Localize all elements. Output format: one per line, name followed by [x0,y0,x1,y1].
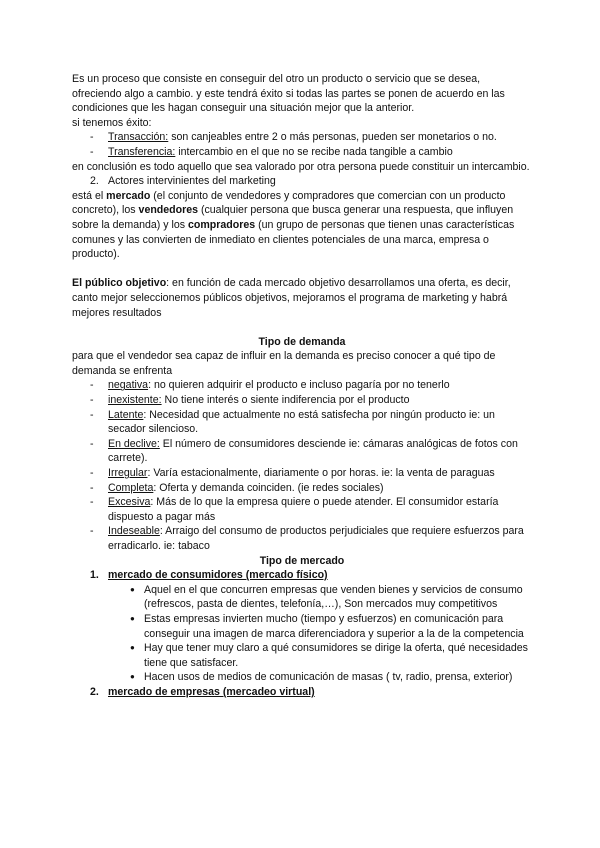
list-item: ● Hacen usos de medios de comunicación de masas ( tv, radio, prensa, exterior) [72,670,532,685]
mercado-consumidores-list [72,583,532,685]
publico-paragraph: El público objetivo: en función de cada mercado objetivo desarrollamos una oferta, es decir, canto mejor seleccionemos públicos objetivos, mejoramos el programa de marketing y habrá mejores resultados [72,277,511,319]
mercado-title: Tipo de mercado [259,554,345,567]
mercado-empresas-heading: 2. mercado de empresas (mercadeo virtual) [90,685,315,698]
list-item: ● Hay que tener muy claro a qué consumidores se dirige la oferta, qué necesidades tiene que satisfacer. [72,641,532,670]
list-item: - Irregular: Varía estacionalmente, diariamente o por horas. ie: la venta de paraguas [72,466,532,481]
list-item: - Excesiva: Más de lo que la empresa quiere o puede atender. El consumidor estaría dispuesto a pagar más [72,495,532,524]
list-item: - Completa: Oferta y demanda coinciden. (ie redes sociales) [72,481,532,496]
actores-heading: 2. Actores intervinientes del marketing [90,175,276,188]
list-item: ● Estas empresas invierten mucho (tiempo y esfuerzos) en comunicación para conseguir una imagen de marca diferenciadora y superior a la de la competencia [72,612,532,641]
conclusion-paragraph: en conclusión es todo aquello que sea valorado por otra persona puede constituir un intercambio. [72,160,530,173]
list-item: - Indeseable: Arraigo del consumo de productos perjudiciales que requiere esfuerzos para erradicarlo. ie: tabaco [72,524,532,553]
demanda-intro: para que el vendedor sea capaz de influir en la demanda es preciso conocer a qué tipo de demanda se enfrenta [72,350,496,377]
intro-paragraph: Es un proceso que consiste en conseguir del otro un producto o servicio que se desea, ofreciendo algo a cambio. y este tendrá éxito si todas las partes se ponen de acuerdo en las condiciones que les hagan conseguir una situación mejor que la anterior. [72,73,505,115]
demanda-list [72,378,532,553]
actores-paragraph: está el mercado (el conjunto de vendedores y compradores que comercian con un producto concreto), los vendedores (cualquier persona que busca generar una respuesta, que influyen sobre la demanda) y los compradores (un grupo de personas que tienen unas características comunes y las convierten de inmediato en clientes potenciales de una marca, empresa o producto). [72,189,515,261]
exito-list [72,130,532,159]
document-body [72,72,532,700]
mercado-consumidores-heading: 1. mercado de consumidores (mercado físico) [90,569,328,582]
list-item: - inexistente: No tiene interés o siente indiferencia por el producto [72,393,532,408]
list-item: - Latente: Necesidad que actualmente no está satisfecha por ningún producto ie: un secador silencioso. [72,408,532,437]
list-item: - En declive: El número de consumidores desciende ie: cámaras analógicas de fotos con carrete). [72,437,532,466]
term: Transferencia: [108,145,176,158]
exito-lead: si tenemos éxito: [72,116,152,129]
list-item: - Transacción: son canjeables entre 2 o más personas, pueden ser monetarios o no. [72,130,532,145]
list-item: - negativa: no quieren adquirir el producto e incluso pagaría por no tenerlo [72,378,532,393]
list-item: ● Aquel en el que concurren empresas que venden bienes y servicios de consumo (refrescos, pasta de dientes, telefonía,…), Son mercados muy competitivos [72,583,532,612]
demanda-title: Tipo de demanda [258,335,346,348]
term: Transacción: [108,131,169,144]
list-item: - Transferencia: intercambio en el que no se recibe nada tangible a cambio [72,145,532,160]
